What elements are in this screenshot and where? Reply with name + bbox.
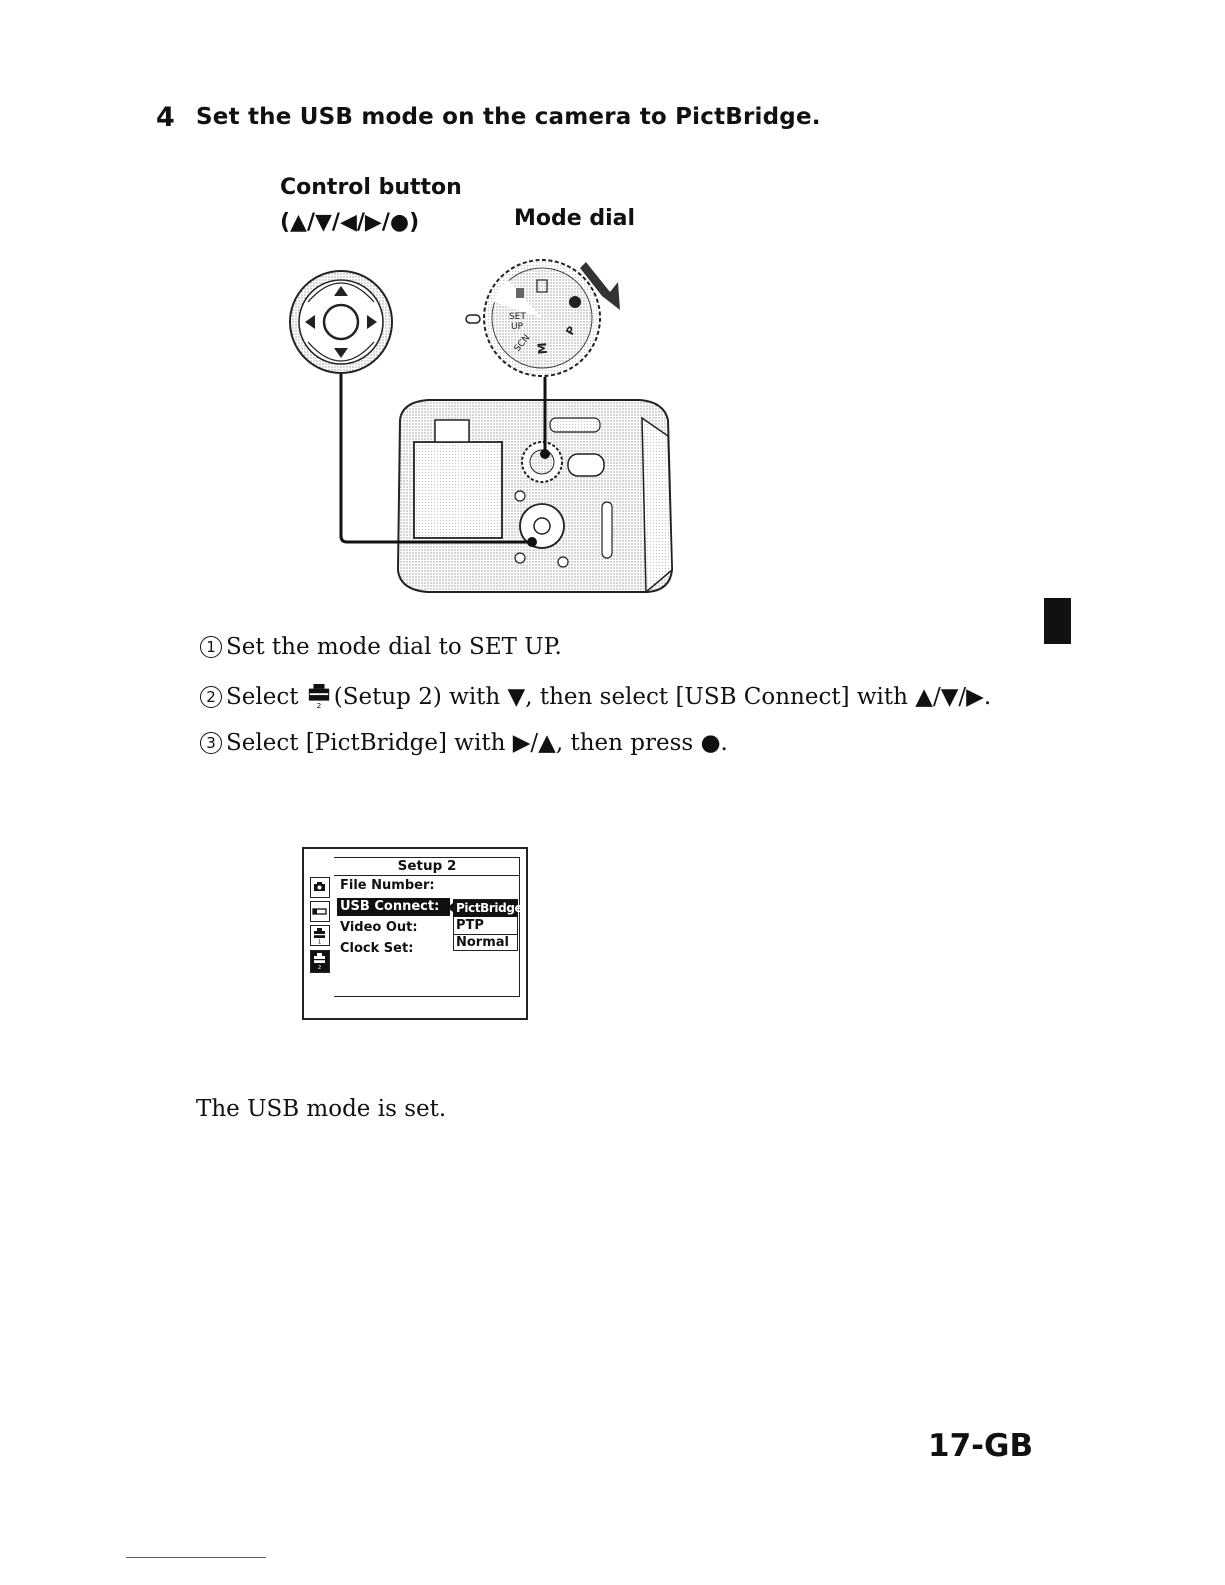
setup2-tab-icon [310, 950, 330, 973]
instruction-2 [200, 684, 991, 709]
camera-illustration [280, 240, 700, 610]
section-tab-marker [1044, 598, 1071, 644]
svg-text:P: P [563, 324, 579, 338]
menu-title: Setup 2 [397, 858, 457, 874]
svg-text:UP: UP [511, 322, 524, 332]
menu-item-clock-set[interactable]: Clock Set: [340, 941, 414, 956]
svg-text:SET: SET [509, 312, 526, 322]
instruction-3 [200, 732, 728, 755]
instruction-3-text: Select [PictBridge] with ▶/▲, then press ●. [226, 730, 728, 756]
step-marker-1: 1 [200, 636, 222, 658]
instruction-2-pre: Select [226, 684, 299, 710]
camera-body-icon [398, 400, 672, 592]
menu-item-usb-connect[interactable]: USB Connect: [337, 898, 450, 916]
svg-text:SCN: SCN [512, 333, 533, 354]
memory-stick-icon [310, 901, 330, 922]
control-button-icon [290, 271, 392, 373]
option-normal[interactable]: Normal [456, 935, 509, 950]
step-marker-3: 3 [200, 732, 222, 754]
mode-dial-label: Mode dial [514, 206, 636, 231]
menu-item-video-out[interactable]: Video Out: [340, 920, 418, 935]
result-text: The USB mode is set. [196, 1096, 447, 1122]
svg-text:2: 2 [316, 701, 322, 708]
instruction-1-text: Set the mode dial to SET UP. [226, 634, 562, 660]
mode-dial-icon [466, 260, 620, 376]
setup2-icon [308, 684, 330, 708]
svg-text:M: M [535, 341, 550, 355]
step-number: 4 [156, 102, 175, 133]
svg-text:2: 2 [317, 965, 322, 971]
instruction-2-post: (Setup 2) with ▼, then select [USB Connect] with ▲/▼/▶. [333, 684, 992, 710]
bottom-rule [126, 1557, 266, 1558]
control-button-symbols: (▲/▼/◀/▶/●) [280, 210, 420, 236]
option-pictbridge[interactable]: PictBridge [453, 900, 518, 917]
camera-icon [310, 877, 330, 898]
control-button-label [280, 170, 462, 240]
menu-item-file-number[interactable]: File Number: [340, 878, 435, 893]
control-button-title: Control button [280, 175, 462, 200]
page-number: 17-GB [928, 1428, 1034, 1464]
option-ptp[interactable]: PTP [456, 918, 484, 933]
setup1-icon [310, 925, 330, 946]
step-title: Set the USB mode on the camera to PictBridge. [196, 104, 821, 130]
svg-text:1: 1 [317, 939, 322, 944]
step-marker-2: 2 [200, 686, 222, 708]
instruction-1 [200, 636, 562, 659]
